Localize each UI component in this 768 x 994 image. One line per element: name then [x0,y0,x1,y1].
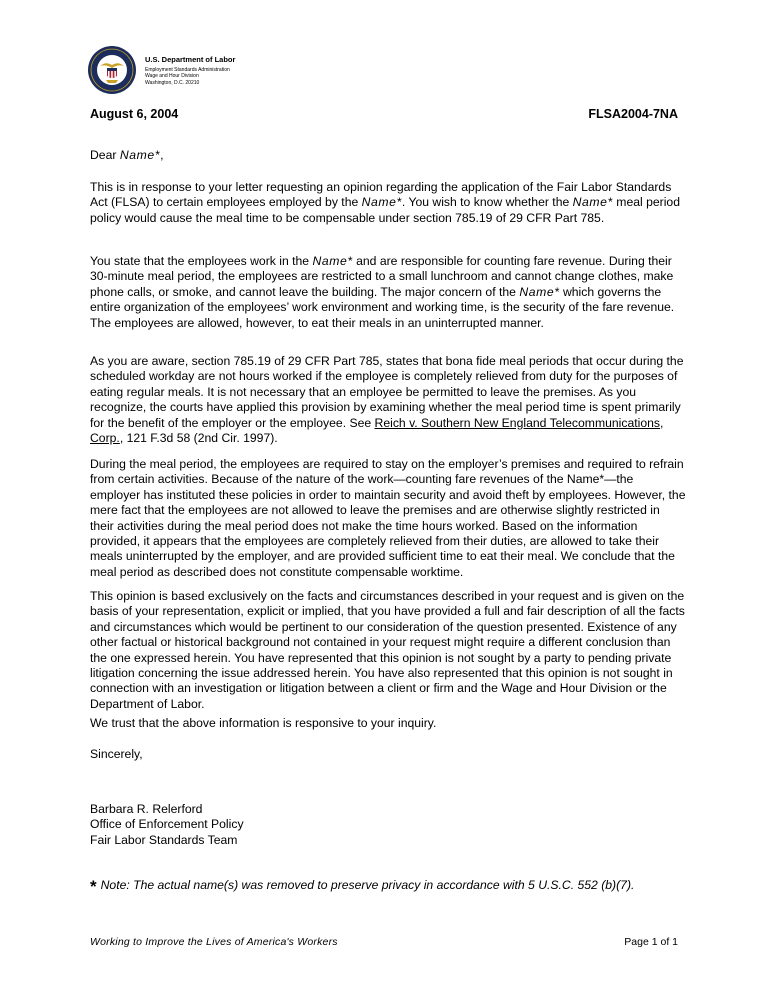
page-number: Page 1 of 1 [624,936,678,948]
agency-line: Employment Standards Administration [145,67,230,73]
closing: Sincerely, [90,747,143,761]
agency-line: Washington, D.C. 20210 [145,79,200,86]
agency-name: U.S. Department of Labor [145,55,236,64]
agency-header [145,55,235,86]
paragraph-closing: We trust that the above information is responsive to your inquiry. [90,716,437,730]
signer-name: Barbara R. Relerford [90,802,203,816]
paragraph-request: This is in response to your letter requesting an opinion regarding the application of the Fair Labor Standards Act (FLSA) to certain employees employed by the Name*. You wish to know whether the Name* meal period policy would cause the meal time to be compensable under section 785.19 of 29 CFR Part 785. [90,180,680,225]
signature-block [90,802,686,848]
footer-motto: Working to Improve the Lives of America's Workers [90,936,338,948]
letter-reference: FLSA2004-7NA [588,107,678,121]
paragraph-disclaimer: This opinion is based exclusively on the facts and circumstances described in your request and is given on the basis of your representation, explicit or implied, that you have provided a full and fair description of all the facts and circumstances which would be pertinent to our consideration of the question presented. Existence of any other factual or historical background not contained in your request might require a different conclusion than the one expressed herein. You have represented that this opinion is not sought by a party to pending private litigation concerning the issue addressed herein. You have also represented that this opinion is not sought in connection with an investigation or litigation between a client or firm and the Wage and Hour Division or the Department of Labor. [90,589,685,711]
agency-line: Wage and Hour Division [145,73,199,80]
letter-date: August 6, 2004 [90,107,179,121]
paragraph-facts: You state that the employees work in the Name* and are responsible for counting fare revenue. During their 30-minute meal period, the employees are restricted to a small lunchroom and cannot change clothes, make phone calls, or smoke, and cannot leave the building. The major concern of the Name* which governs the entire organization of the employees’ work environment and working time, is the security of the fare revenue. The employees are allowed, however, to eat their meals in an uninterrupted manner. [90,254,675,330]
signer-office: Office of Enforcement Policy [90,817,244,832]
salutation: Dear Name*, [90,148,164,162]
privacy-note: * Note: The actual name(s) was removed to preserve privacy in accordance with 5 U.S.C. 552 (b)(7). [90,877,635,896]
case-citation: Reich v. Southern New England Telecommunications, Corp. [90,415,664,446]
dol-seal-icon [87,45,137,95]
signer-team: Fair Labor Standards Team [90,832,238,847]
paragraph-law: As you are aware, section 785.19 of 29 CFR Part 785, states that bona fide meal periods that occur during the scheduled workday are not hours worked if the employee is completely relieved from duty for the purposes of eating regular meals. It is not necessary that an employee be permitted to leave the premises. As you recognize, the courts have applied this provision by examining whether the meal period time is spent primarily for the benefit of the employer or the employee. See Reich v. Southern New England Telecommunications, Corp., 121 F.3d 58 (2nd Cir. 1997). [90,354,684,446]
asterisk-marker: * [90,877,97,896]
paragraph-analysis: During the meal period, the employees are required to stay on the employer’s premises and required to refrain from certain activities. Because of the nature of the work—counting fare revenues of the Name*—the employer has instituted these policies in order to maintain security and avoid theft by employees. However, the mere fact that the employees are not allowed to leave the premises and are otherwise slightly restricted in their activities during the meal period does not make the time hours worked. Based on the information provided, it appears that the employees are completely relieved from their duties, are allowed to take their meals uninterrupted by the employer, and are provided sufficient time to eat their meal. We conclude that the meal period as described does not constitute compensable worktime. [90,457,686,579]
